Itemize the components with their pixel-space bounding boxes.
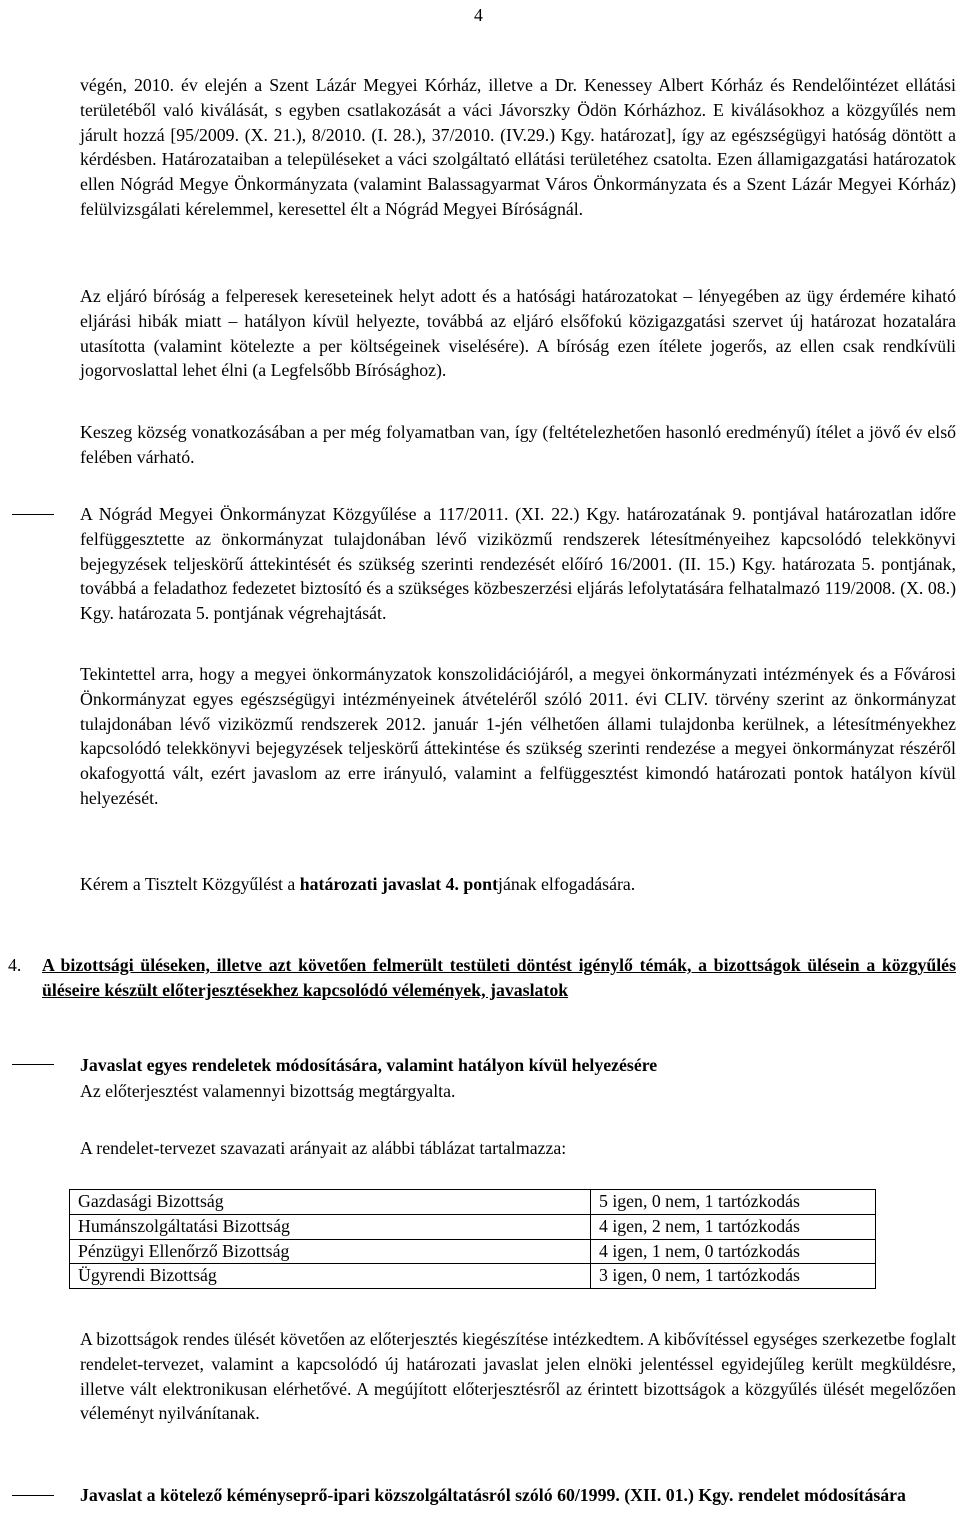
committee-votes: 3 igen, 0 nem, 1 tartózkodás (591, 1264, 876, 1289)
table-row (70, 1239, 876, 1264)
bullet-dash (12, 1495, 54, 1496)
paragraph-water-utility: A Nógrád Megyei Önkormányzat Közgyűlése a 117/2011. (XI. 22.) Kgy. határozatának 9. pontjával határozatlan időre felfüggesztette az önkormányzat tulajdonában lévő viziközmű rendszerek létesítményeihez kapcsolódó telekkönyvi bejegyzések teljeskörű áttekintését és szükség szerinti rendezését előíró 16/2001. (II. 15.) Kgy. határozata 5. pontjának, továbbá a feladathoz fedezetet biztosító és a szükséges közbeszerzési eljárás lefolytatására felhatalmazó 119/2008. (X. 08.) Kgy. határozata 5. pontjának végrehajtását. (80, 504, 956, 624)
committee-name: Ügyrendi Bizottság (70, 1264, 591, 1289)
committee-votes: 5 igen, 0 nem, 1 tartózkodás (591, 1190, 876, 1215)
paragraph-court-ruling: Az eljáró bíróság a felperesek kereseteinek helyt adott és a hatósági határozatokat – lényegében az ügy érdemére kiható eljárási hibák miatt – hatályon kívül helyezte, továbbá az eljáró elsőfokú közigazgatási szervet új határozat hozatalára utasította (valamint kötelezte a per költségeinek viselésére). A bíróság ezen ítélete jogerős, az ellen csak rendkívüli jogorvoslattal lehet élni (a Legfelsőbb Bírósághoz). (80, 286, 956, 381)
item1-line: Az előterjesztést valamennyi bizottság megtárgyalta. (80, 1081, 456, 1101)
item2-heading: Javaslat a kötelező kéményseprő-ipari közszolgáltatásról szóló 60/1999. (XII. 01.) Kgy. rendelet módosítására (80, 1485, 906, 1505)
paragraph-keszeg: Keszeg község vonatkozásában a per még folyamatban van, így (feltételezhetően hasonló eredményű) ítélet a jövő év első felében várható. (80, 422, 956, 467)
table-intro: A rendelet-tervezet szavazati arányait az alábbi táblázat tartalmazza: (80, 1138, 567, 1158)
table-row (70, 1264, 876, 1289)
committee-name: Gazdasági Bizottság (70, 1190, 591, 1215)
bullet-dash (12, 514, 54, 515)
request-text-bold: határozati javaslat 4. pont (299, 874, 498, 894)
votes-table (69, 1189, 876, 1289)
request-text-post: jának elfogadására. (498, 874, 636, 894)
committee-name: Pénzügyi Ellenőrző Bizottság (70, 1239, 591, 1264)
page-number: 4 (474, 5, 483, 25)
bullet-dash (12, 1064, 54, 1065)
section-number: 4. (8, 955, 22, 975)
paragraph-hospital-areas: végén, 2010. év elején a Szent Lázár Megyei Kórház, illetve a Dr. Kenessey Albert Kórház és Rendelőintézet ellátási területéből való kiválását, s egyben csatlakozását a váci Jávorszky Ödön Kórházhoz. E kiválásokhoz a közgyűlés nem járult hozzá [95/2009. (X. 21.), 8/2010. (I. 28.), 37/2010. (IV.29.) Kgy. határozat], így az egészségügyi hatóság döntött a kérdésben. Határozataiban a településeket a váci szolgáltató ellátási területéhez csatolta. Ezen államigazgatási határozatok ellen Nógrád Megye Önkormányzata (valamint Balassagyarmat Város Önkormányzata és a Szent Lázár Megyei Kórház) felülvizsgálati kérelemmel, keresettel élt a Nógrád Megyei Bíróságnál. (80, 75, 956, 219)
table-row (70, 1214, 876, 1239)
section-4 (8, 953, 956, 1003)
item1-heading: Javaslat egyes rendeletek módosítására, valamint hatályon kívül helyezésére (80, 1055, 658, 1075)
committee-votes: 4 igen, 2 nem, 1 tartózkodás (591, 1214, 876, 1239)
request-text-pre: Kérem a Tisztelt Közgyűlést a (80, 874, 300, 894)
section-title: A bizottsági üléseken, illetve azt követően felmerült testületi döntést igénylő témák, a bizottságok ülésein a közgyűlés üléseire készült előterjesztésekhez kapcsolódó vélemények, javaslatok (42, 955, 956, 1000)
paragraph-consolidation: Tekintettel arra, hogy a megyei önkormányzatok konszolidációjáról, a megyei önkormányzati intézmények és a Fővárosi Önkormányzat egyes egészségügyi intézményeinek átvételéről szóló 2011. évi CLIV. törvény szerint az önkormányzat tulajdonában lévő viziközmű rendszerek 2012. január 1-jén vélhetően állami tulajdonba kerülnek, a létesítményekhez kapcsolódó telekkönyvi bejegyzések teljeskörű áttekintése és szükség szerinti rendezése a megyei önkormányzat részéről okafogyottá vált, ezért javaslom az erre irányuló, valamint a felfüggesztést kimondó határozati pontok hatályon kívül helyezését. (80, 664, 956, 808)
paragraph-after-table: A bizottságok rendes ülését követően az előterjesztés kiegészítése intézkedtem. A kibővítéssel egységes szerkezetbe foglalt rendelet-tervezet, valamint a kapcsolódó új határozati javaslat jelen elnöki jelentéssel egyidejűleg került megküldésre, illetve vált elektronikusan elérhetővé. A megújított előterjesztésről az érintett bizottságok a közgyűlés ülését megelőzően véleményt nyilvánítanak. (80, 1329, 956, 1424)
table-row (70, 1190, 876, 1215)
paragraph-request (80, 872, 956, 897)
committee-name: Humánszolgáltatási Bizottság (70, 1214, 591, 1239)
committee-votes: 4 igen, 1 nem, 0 tartózkodás (591, 1239, 876, 1264)
